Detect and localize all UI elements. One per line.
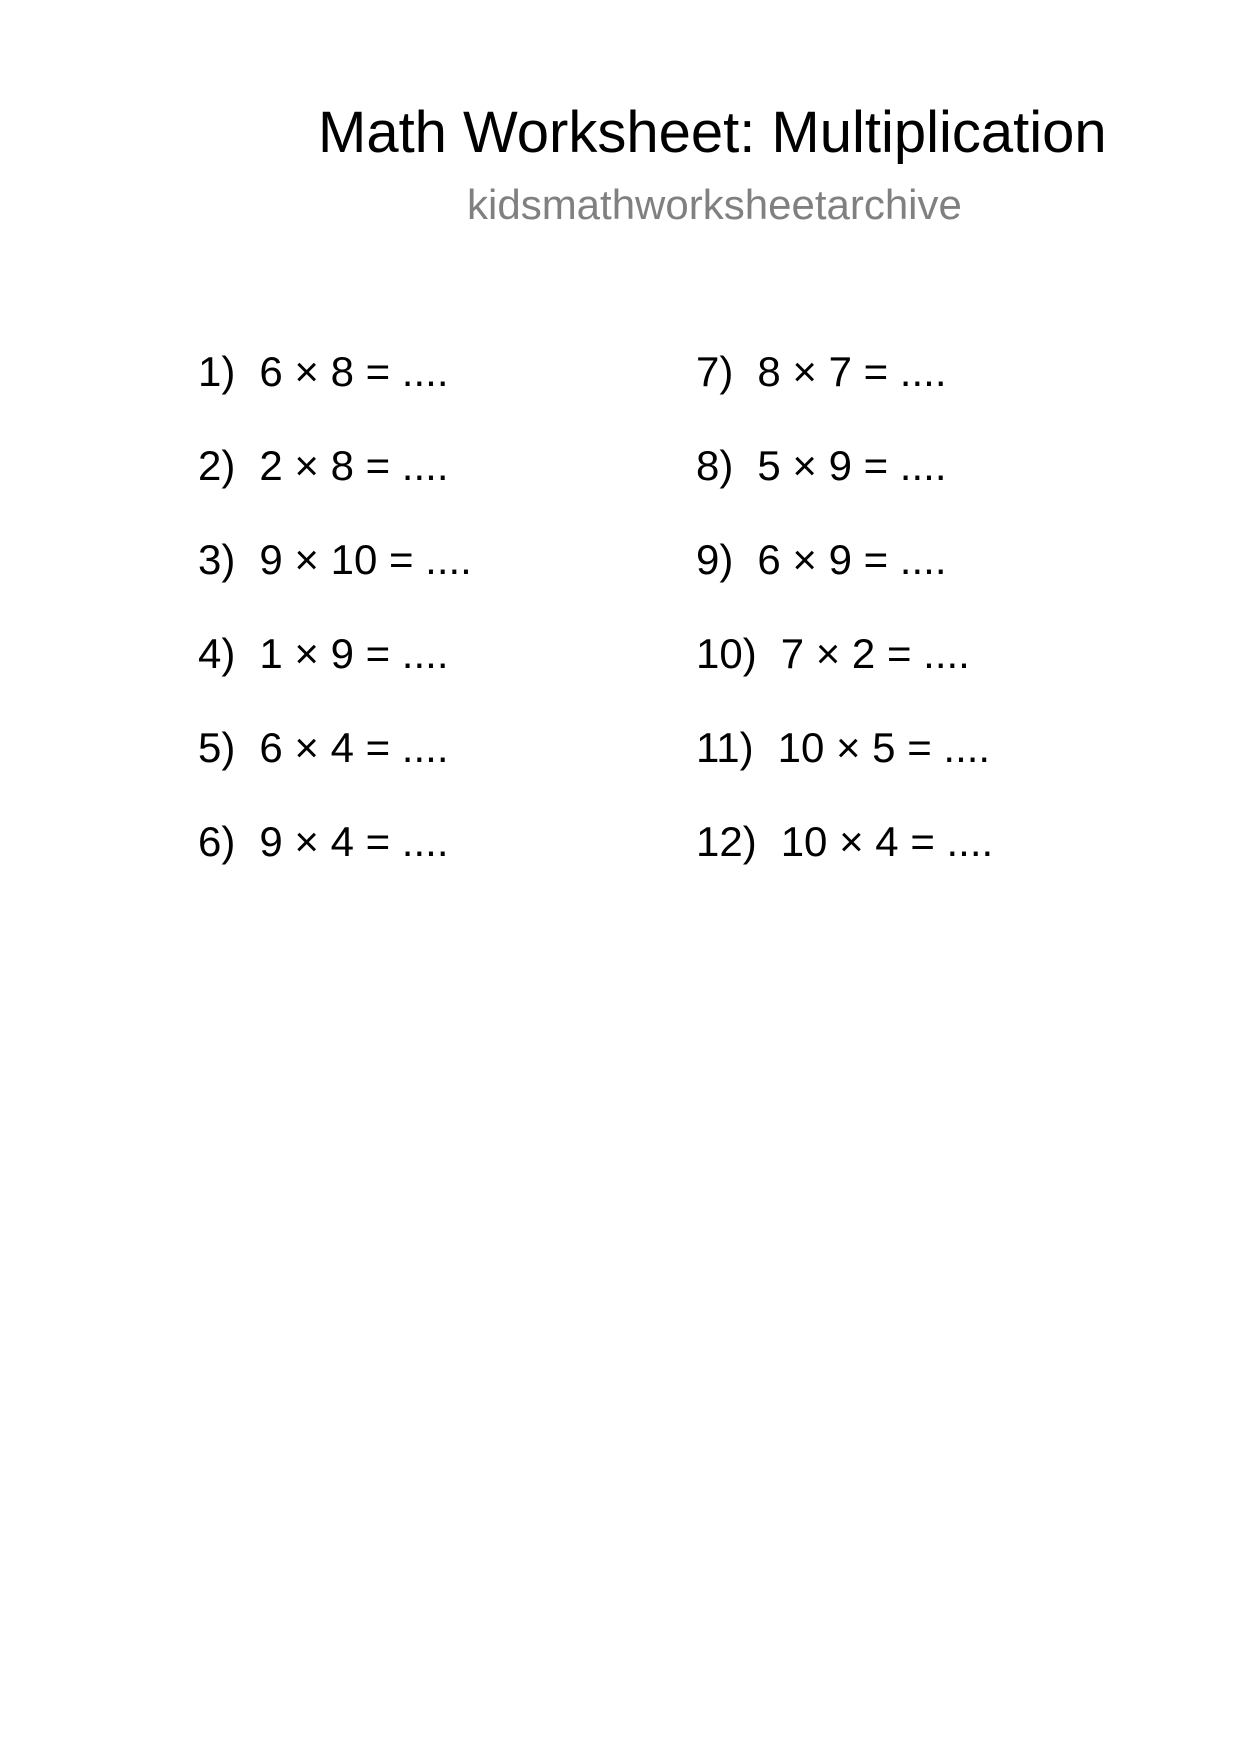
problem-item: [696, 530, 993, 624]
problem-item: [696, 812, 993, 906]
problem-column-right: [696, 342, 993, 906]
problem-item: [198, 342, 472, 436]
problem-number: 7): [696, 348, 734, 395]
problem-item: [198, 812, 472, 906]
problem-expression: 6 × 9 = ....: [757, 536, 947, 583]
page-subtitle: kidsmathworksheetarchive: [467, 181, 962, 228]
problem-expression: 1 × 9 = ....: [259, 630, 449, 677]
problem-number: 2): [198, 442, 236, 489]
problem-item: [198, 718, 472, 812]
problem-item: [198, 624, 472, 718]
problem-number: 9): [696, 536, 734, 583]
problem-number: 3): [198, 536, 236, 583]
problem-expression: 6 × 8 = ....: [259, 348, 449, 395]
problem-expression: 6 × 4 = ....: [259, 724, 449, 771]
problem-number: 4): [198, 630, 236, 677]
problem-expression: 10 × 5 = ....: [777, 724, 991, 771]
problem-number: 10): [696, 630, 757, 677]
problem-item: [198, 530, 472, 624]
problem-expression: 9 × 4 = ....: [259, 818, 449, 865]
problem-item: [696, 624, 993, 718]
problem-number: 12): [696, 818, 757, 865]
problem-expression: 8 × 7 = ....: [757, 348, 947, 395]
problem-expression: 10 × 4 = ....: [780, 818, 994, 865]
problem-column-left: [198, 342, 472, 906]
problem-number: 8): [696, 442, 734, 489]
problem-number: 6): [198, 818, 236, 865]
page-title: Math Worksheet: Multiplication: [318, 100, 1107, 165]
problem-item: [696, 342, 993, 436]
problem-expression: 5 × 9 = ....: [757, 442, 947, 489]
problem-expression: 2 × 8 = ....: [259, 442, 449, 489]
problem-expression: 7 × 2 = ....: [780, 630, 970, 677]
problem-number: 11): [696, 724, 754, 771]
problem-expression: 9 × 10 = ....: [259, 536, 472, 583]
problem-number: 1): [198, 348, 236, 395]
problem-number: 5): [198, 724, 236, 771]
problem-item: [696, 436, 993, 530]
problem-item: [696, 718, 993, 812]
problem-item: [198, 436, 472, 530]
